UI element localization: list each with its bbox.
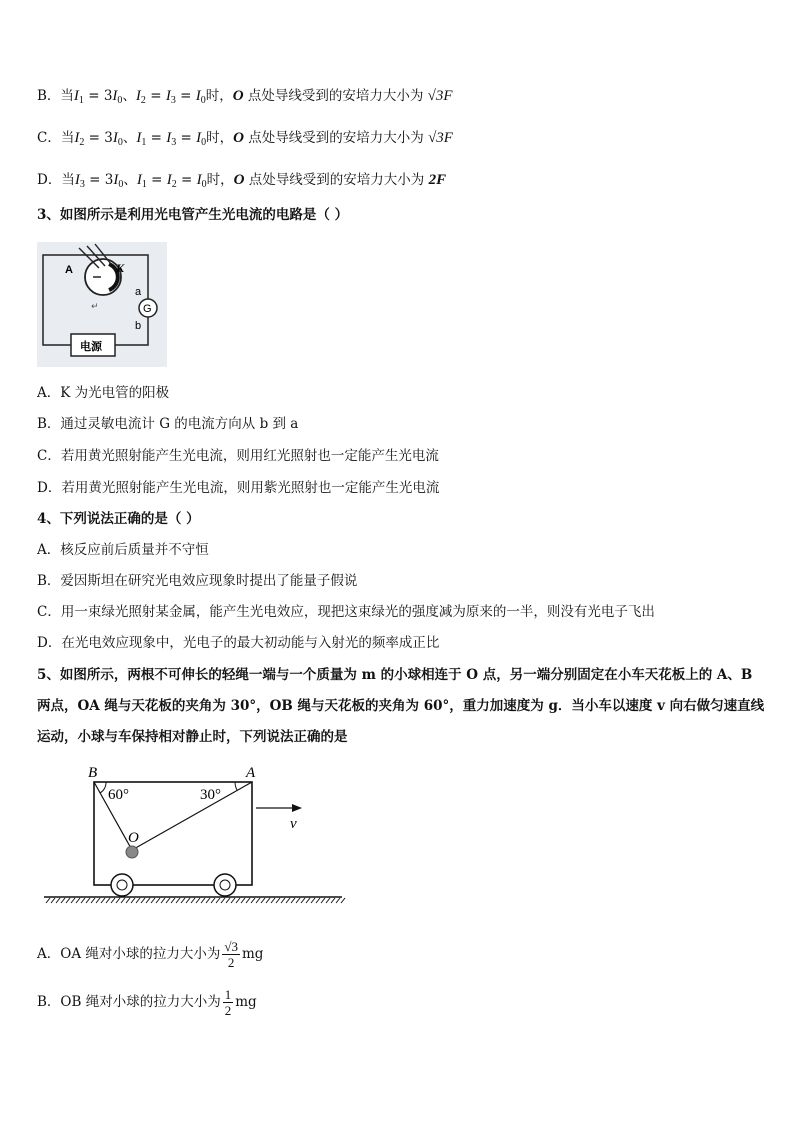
point-a-label: A [246,765,256,781]
q4-option-c: C．用一束绿光照射某金属，能产生光电效应，现把这束绿光的强度减为原来的一半，则没有光电子飞出 [37,604,655,620]
hatch-line [191,898,195,903]
hatch-line [136,898,140,903]
q2-option-d-answer: 2F [428,172,447,188]
hatch-line [81,898,85,903]
hatch-line [231,898,235,903]
terminal-b-label: b [135,320,142,332]
q5-option-b: B．OB 绳对小球的拉力大小为 $\frac{1}{2}$ mg [37,987,257,1018]
hatch-line [71,898,75,903]
hatch-line [61,898,65,903]
hatch-line [91,898,95,903]
hatch-line [201,898,205,903]
hatch-line [96,898,100,903]
hatch-line [341,898,345,903]
terminal-a-label: a [135,286,142,298]
cathode-label: K [116,261,125,275]
hatch-line [166,898,170,903]
hatch-line [301,898,305,903]
hatch-line [106,898,110,903]
hatch-line [316,898,320,903]
hatch-line [46,898,50,903]
rope-oa [132,782,252,850]
hatch-line [326,898,330,903]
hatch-line [286,898,290,903]
hatch-line [56,898,60,903]
q4-option-b: B．爱因斯坦在研究光电效应现象时提出了能量子假说 [37,573,358,589]
hatch-line [196,898,200,903]
hatch-line [66,898,70,903]
hatch-line [291,898,295,903]
hatch-line [161,898,165,903]
hatch-line [306,898,310,903]
hatch-line [266,898,270,903]
q3-option-d: D．若用黄光照射能产生光电流，则用紫光照射也一定能产生光电流 [37,480,440,496]
velocity-label: v [290,816,297,832]
hatch-line [296,898,300,903]
hatch-line [126,898,130,903]
fraction-sqrt3-over-2: $\frac{√3}{2}$ [224,939,238,970]
wheel-right [214,874,236,896]
hatch-line [131,898,135,903]
angle-60-label: 60° [108,787,129,803]
hatch-line [276,898,280,903]
hatch-line [251,898,255,903]
hatch-line [171,898,175,903]
hatch-line [226,898,230,903]
q5-stem-line3: 运动，小球与车保持相对静止时，下列说法正确的是 [37,729,348,745]
q5-stem-line2: 两点，OA 绳与天花板的夹角为 30°，OB 绳与天花板的夹角为 60°，重力加速度为 g．当小车以速度 v 向右做匀速直线 [37,698,765,714]
hatch-line [116,898,120,903]
photoelectric-circuit-figure [37,242,167,367]
hatch-line [261,898,265,903]
ground-hatching [46,898,345,903]
q3-stem: 3、如图所示是利用光电管产生光电流的电路是（ ） [37,207,349,223]
q5-stem-line1: 5、如图所示，两根不可伸长的轻绳一端与一个质量为 m 的小球相连于 O 点，另一端分别固定在小车天花板上的 A、B [37,667,753,683]
hatch-line [311,898,315,903]
q5-option-a: A．OA 绳对小球的拉力大小为 $\frac{√3}{2}$ mg [37,939,264,970]
power-supply-label: 电源 [80,340,102,353]
return-mark: ↵ [91,302,99,312]
hatch-line [236,898,240,903]
q2-option-b-answer: √3F [427,88,453,104]
hatch-line [146,898,150,903]
hatch-line [206,898,210,903]
point-o-label: O [128,830,139,846]
ball [126,846,138,858]
q2-option-c: C．当$I_2 = 3I_0$、$I_1 = I_3 = I_0$时，O 点处导线受到的安培力大小为 √3F [37,130,453,148]
hatch-line [216,898,220,903]
q4-stem: 4、下列说法正确的是（ ） [37,511,200,527]
hatch-line [331,898,335,903]
hatch-line [221,898,225,903]
hatch-line [101,898,105,903]
q2-option-b: B．当$I_1 = 3I_0$、$I_2 = I_3 = I_0$时，O 点处导线受到的安培力大小为 √3F [37,88,453,106]
q2-option-d: D．当$I_3 = 3I_0$、$I_1 = I_2 = I_0$时，O 点处导线受到的安培力大小为 2F [37,172,447,190]
q3-option-b: B．通过灵敏电流计 G 的电流方向从 b 到 a [37,416,299,432]
angle-arc-b [100,782,106,793]
hatch-line [156,898,160,903]
velocity-arrowhead [292,804,302,812]
hatch-line [76,898,80,903]
angle-30-label: 30° [200,787,221,803]
q4-option-d: D．在光电效应现象中，光电子的最大初动能与入射光的频率成正比 [37,635,440,651]
hatch-line [336,898,340,903]
hatch-line [181,898,185,903]
fraction-1-over-2: $\frac{1}{2}$ [224,987,232,1018]
point-b-label: B [88,765,98,781]
hatch-line [151,898,155,903]
hatch-line [121,898,125,903]
hatch-line [241,898,245,903]
hatch-line [86,898,90,903]
hatch-line [186,898,190,903]
galvanometer-label: G [143,303,152,315]
hatch-line [51,898,55,903]
q2-option-c-answer: √3F [428,130,453,146]
cart-figure [40,760,350,910]
anode-label: A [65,264,73,276]
angle-arc-a [235,782,237,790]
q3-option-a: A．K 为光电管的阳极 [37,385,170,401]
hatch-line [271,898,275,903]
hatch-line [256,898,260,903]
q3-option-c: C．若用黄光照射能产生光电流，则用红光照射也一定能产生光电流 [37,448,439,464]
hatch-line [281,898,285,903]
hatch-line [246,898,250,903]
hatch-line [176,898,180,903]
hatch-line [141,898,145,903]
hatch-line [211,898,215,903]
q4-option-a: A．核反应前后质量并不守恒 [37,542,209,558]
wheel-left [111,874,133,896]
hatch-line [111,898,115,903]
hatch-line [321,898,325,903]
